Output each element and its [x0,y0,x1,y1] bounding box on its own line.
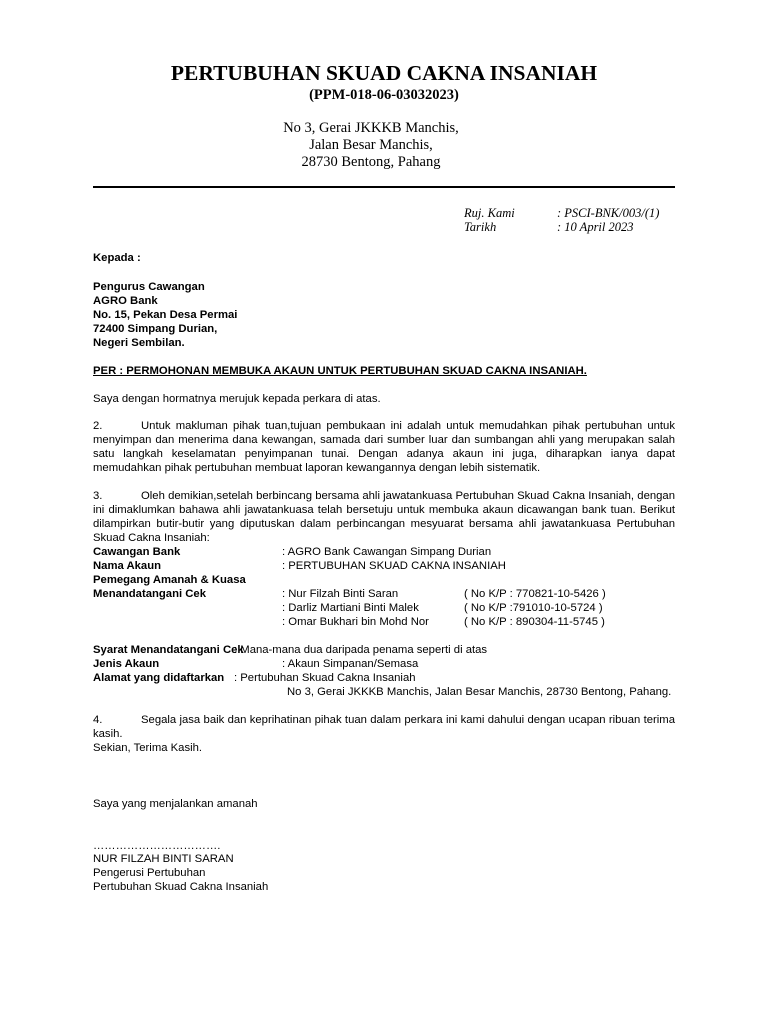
alamat-value-1: : Pertubuhan Skuad Cakna Insaniah [234,672,416,684]
greeting-paragraph: Saya dengan hormatnya merujuk kepada perkara di atas. [93,393,381,405]
paragraph-2-number: 2. [93,420,103,432]
closing-text: Sekian, Terima Kasih. [93,742,203,754]
recipient-line-5: Negeri Sembilan. [93,337,185,349]
address-line-2: Jalan Besar Manchis, [309,137,433,153]
paragraph-2-text: Untuk makluman pihak tuan,tujuan pembukaan ini adalah untuk memudahkan pihak pertubuhan untuk menyimpan dan menerima dana kewangan, samada dari sumber luar dan sumbangan ahli yang merupakan salah satu langkah keselamatan penyimpanan tunai. Dengan adanya akaun ini juga, diharapkan ianya dapat memudahkan pihak pertubuhan membuat laporan kewangannya dengan lebih sistematik. [93,420,675,474]
nama-akaun-value: : PERTUBUHAN SKUAD CAKNA INSANIAH [282,560,506,572]
alamat-value-2: No 3, Gerai JKKKB Manchis, Jalan Besar Manchis, 28730 Bentong, Pahang. [287,686,672,698]
address-line-1: No 3, Gerai JKKKB Manchis, [283,120,459,136]
paragraph-4-number: 4. [93,714,103,726]
syarat-label: Syarat Menandatangani Cek [93,644,244,656]
cawangan-value: : AGRO Bank Cawangan Simpang Durian [282,546,492,558]
header-divider [93,186,675,188]
ref-value: : PSCI-BNK/003/(1) [557,206,660,220]
recipient-line-4: 72400 Simpang Durian, [93,323,218,335]
paragraph-3 [93,489,675,545]
signatory-ic: ( No K/P :791010-10-5724 ) [464,602,603,614]
signatory-name: : Nur Filzah Binti Saran [282,588,399,600]
date-label: Tarikh [464,220,497,234]
signatory-ic: ( No K/P : 770821-10-5426 ) [464,588,606,600]
address-line-3: 28730 Bentong, Pahang [301,154,441,170]
signatory-title: Pengerusi Pertubuhan [93,867,206,879]
alamat-label: Alamat yang didaftarkan [93,672,225,684]
pemegang-label-2: Menandatangani Cek [93,588,206,600]
date-value: : 10 April 2023 [557,220,634,234]
recipient-line-2: AGRO Bank [93,295,158,307]
kepada-label: Kepada : [93,252,141,264]
pemegang-label-1: Pemegang Amanah & Kuasa [93,574,246,586]
signatory-ic: ( No K/P : 890304-11-5745 ) [464,616,605,628]
registration-number: (PPM-018-06-03032023) [309,87,459,103]
paragraph-4 [93,713,675,741]
nama-akaun-label: Nama Akaun [93,560,162,572]
signature-intro: Saya yang menjalankan amanah [93,798,258,810]
paragraph-4-text: Segala jasa baik dan keprihatinan pihak tuan dalam perkara ini kami dahului dengan ucapan ribuan terima kasih. [93,714,675,740]
signatory-organization: Pertubuhan Skuad Cakna Insaniah [93,881,269,893]
ref-label: Ruj. Kami [464,206,515,220]
recipient-line-3: No. 15, Pekan Desa Permai [93,309,238,321]
paragraph-3-number: 3. [93,490,103,502]
subject-line: PER : PERMOHONAN MEMBUKA AKAUN UNTUK PERTUBUHAN SKUAD CAKNA INSANIAH. [93,365,587,377]
organization-name: PERTUBUHAN SKUAD CAKNA INSANIAH [170,61,598,85]
signatory-name: : Omar Bukhari bin Mohd Nor [282,616,429,628]
jenis-akaun-label: Jenis Akaun [93,658,160,670]
syarat-value: : Mana-mana dua daripada penama seperti di atas [234,644,488,656]
signature-line: ……………………………. [93,840,221,852]
recipient-line-1: Pengurus Cawangan [93,281,205,293]
paragraph-3-text: Oleh demikian,setelah berbincang bersama ahli jawatankuasa Pertubuhan Skuad Cakna Insaniah, dengan ini dimaklumkan bahawa ahli jawatankuasa telah bersetuju untuk membuka akaun dicawangan bank tuan. Berikut dilampirkan butir-butir yang diputuskan dalam perbincangan mesyuarat bersama ahli jawatankuasa Pertubuhan Skuad Cakna Insaniah: [93,490,675,544]
jenis-akaun-value: : Akaun Simpanan/Semasa [282,658,419,670]
cawangan-label: Cawangan Bank [93,546,181,558]
signatory-name: : Darliz Martiani Binti Malek [282,602,419,614]
paragraph-2 [93,419,675,475]
signatory-full-name: NUR FILZAH BINTI SARAN [93,853,234,865]
